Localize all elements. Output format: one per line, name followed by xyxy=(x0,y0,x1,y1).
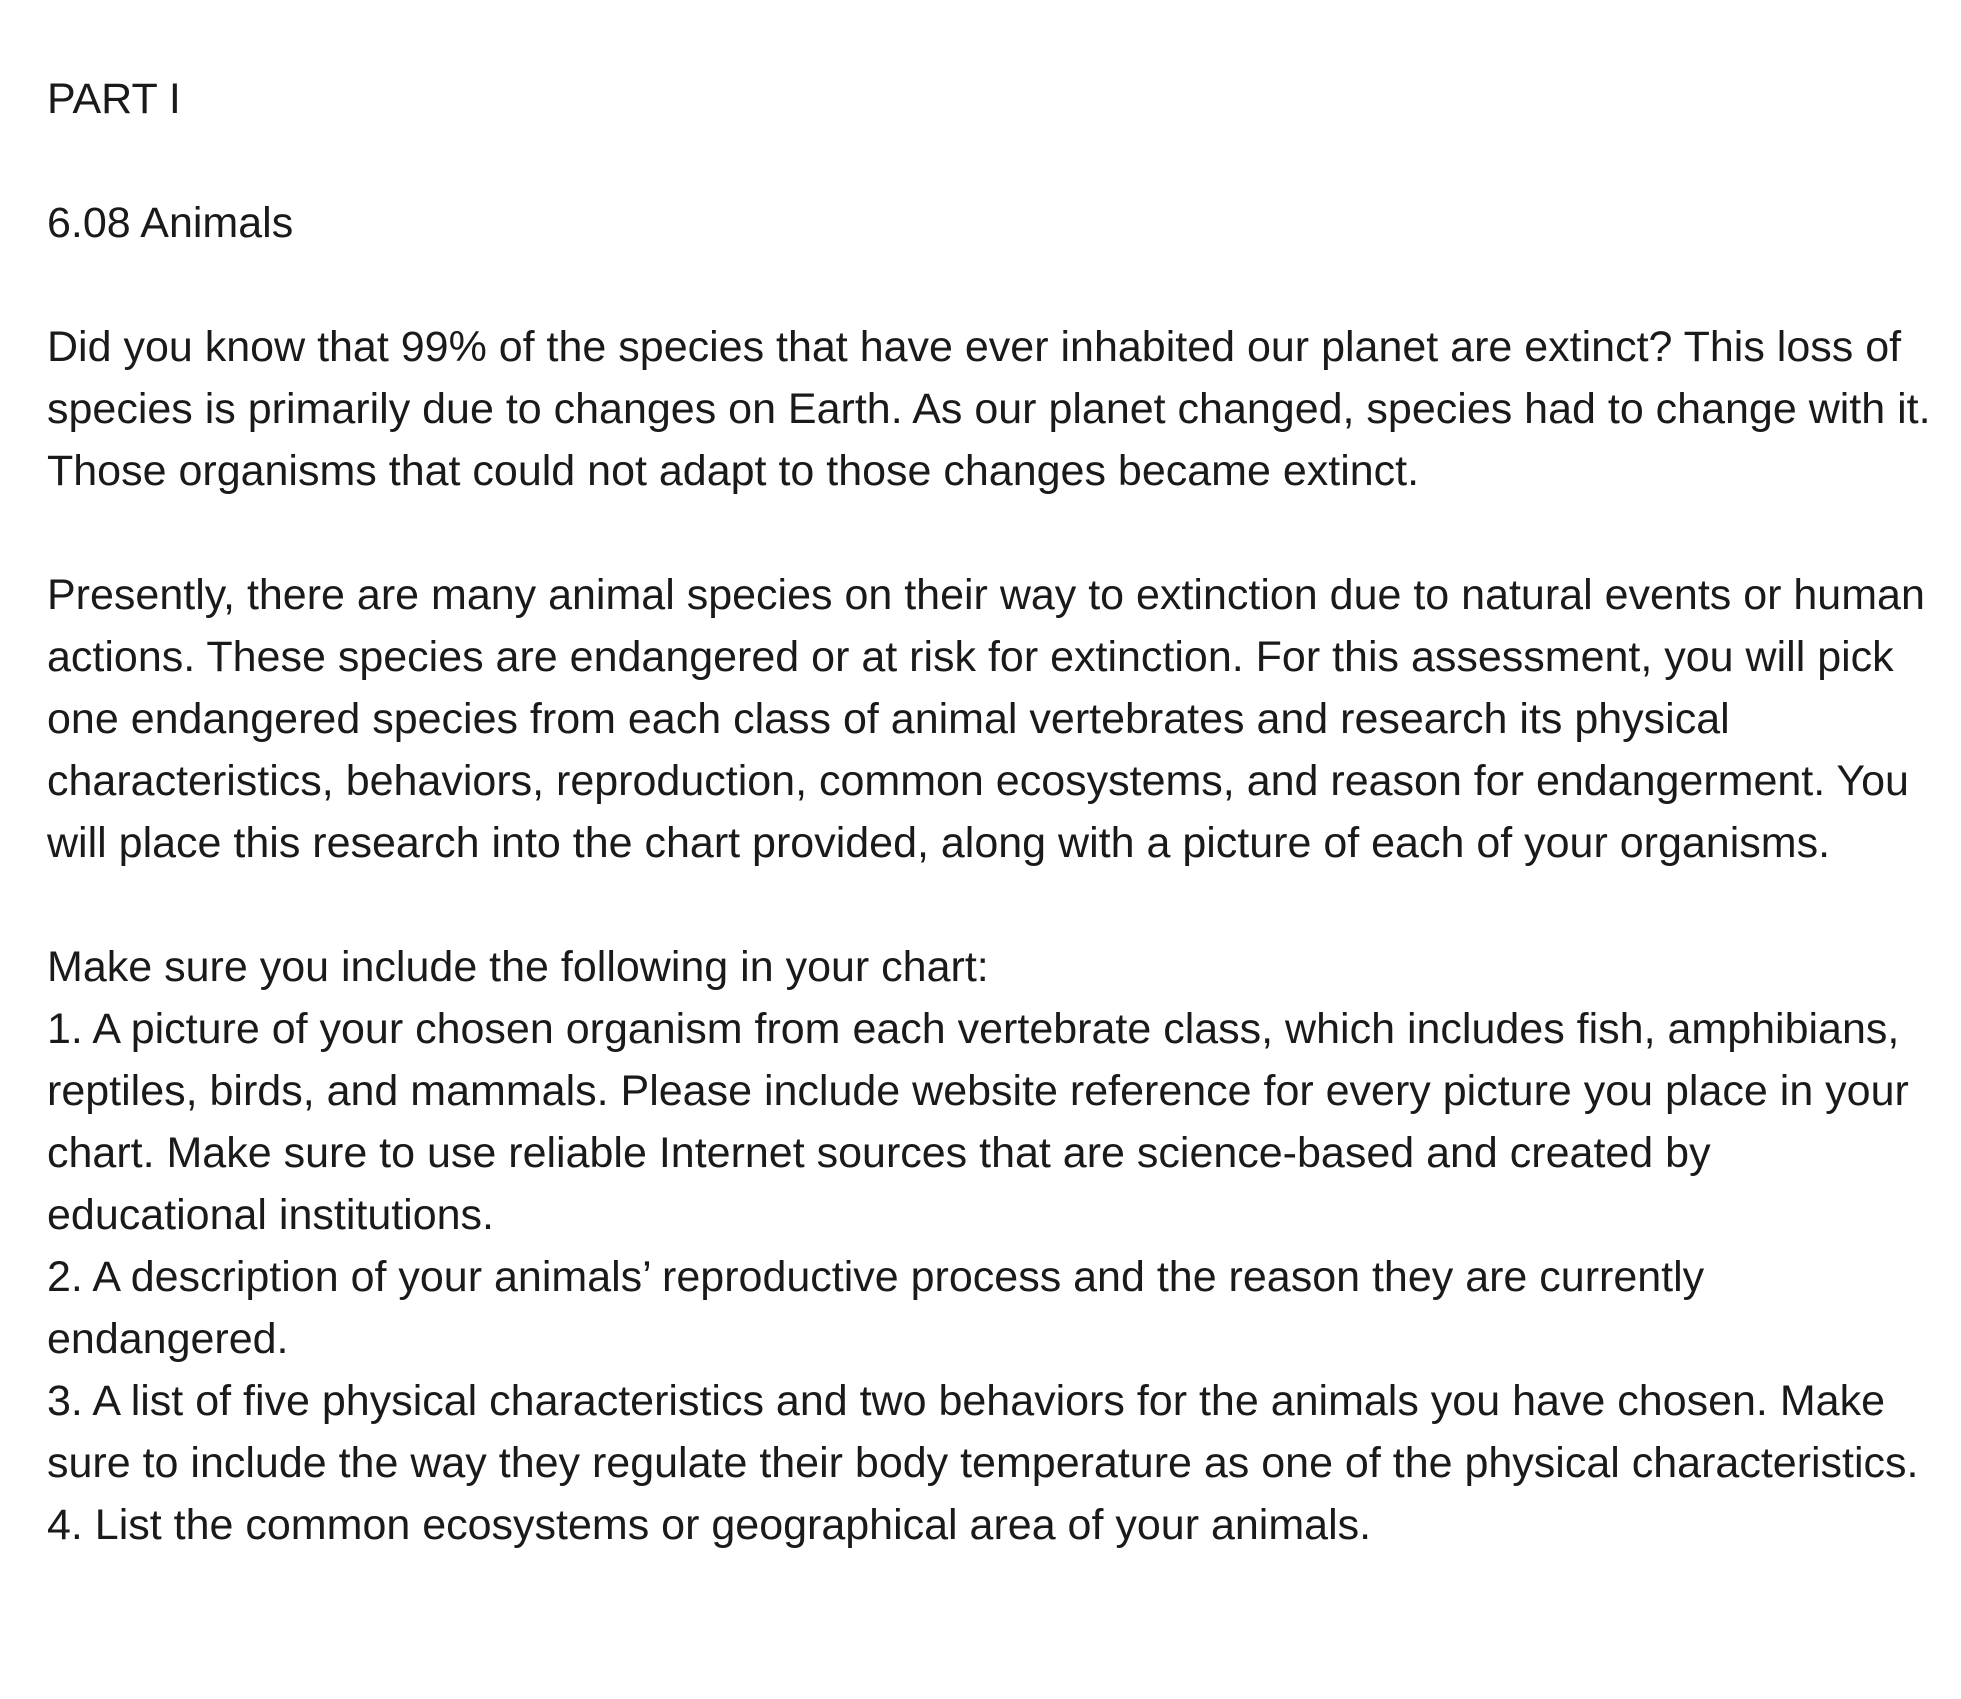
spacer xyxy=(47,130,1937,192)
lesson-title: 6.08 Animals xyxy=(47,199,294,247)
part-label: PART I xyxy=(47,75,181,123)
list-intro: Make sure you include the following in your chart: xyxy=(47,943,989,991)
intro-paragraph: Did you know that 99% of the species that have ever inhabited our planet are extinct? This loss of species is primarily due to changes on Earth. As our planet changed, species had to change with it. Those organisms that could not adapt to those changes became extinct. xyxy=(47,323,1931,495)
spacer xyxy=(47,502,1937,564)
assignment-paragraph: Presently, there are many animal species on their way to extinction due to natural events or human actions. These species are endangered or at risk for extinction. For this assessment, you will pick one endangered species from each class of animal vertebrates and research its physical characteristics, behaviors, reproduction, common ecosystems, and reason for endangerment. You will place this research into the chart provided, along with a picture of each of your organisms. xyxy=(47,571,1925,867)
list-item: 3. A list of five physical characteristics and two behaviors for the animals you have chosen. Make sure to include the way they regulate their body temperature as one of the physical characteristics. xyxy=(47,1377,1919,1487)
list-item: 4. List the common ecosystems or geographical area of your animals. xyxy=(47,1501,1372,1549)
document-page xyxy=(47,68,1937,1556)
spacer xyxy=(47,254,1937,316)
requirements-list xyxy=(47,998,1937,1556)
list-item: 2. A description of your animals’ reproductive process and the reason they are currently endangered. xyxy=(47,1253,1705,1363)
list-item: 1. A picture of your chosen organism from each vertebrate class, which includes fish, amphibians, reptiles, birds, and mammals. Please include website reference for every picture you place in your chart. Make sure to use reliable Internet sources that are science-based and created by educational institutions. xyxy=(47,1005,1909,1239)
spacer xyxy=(47,874,1937,936)
